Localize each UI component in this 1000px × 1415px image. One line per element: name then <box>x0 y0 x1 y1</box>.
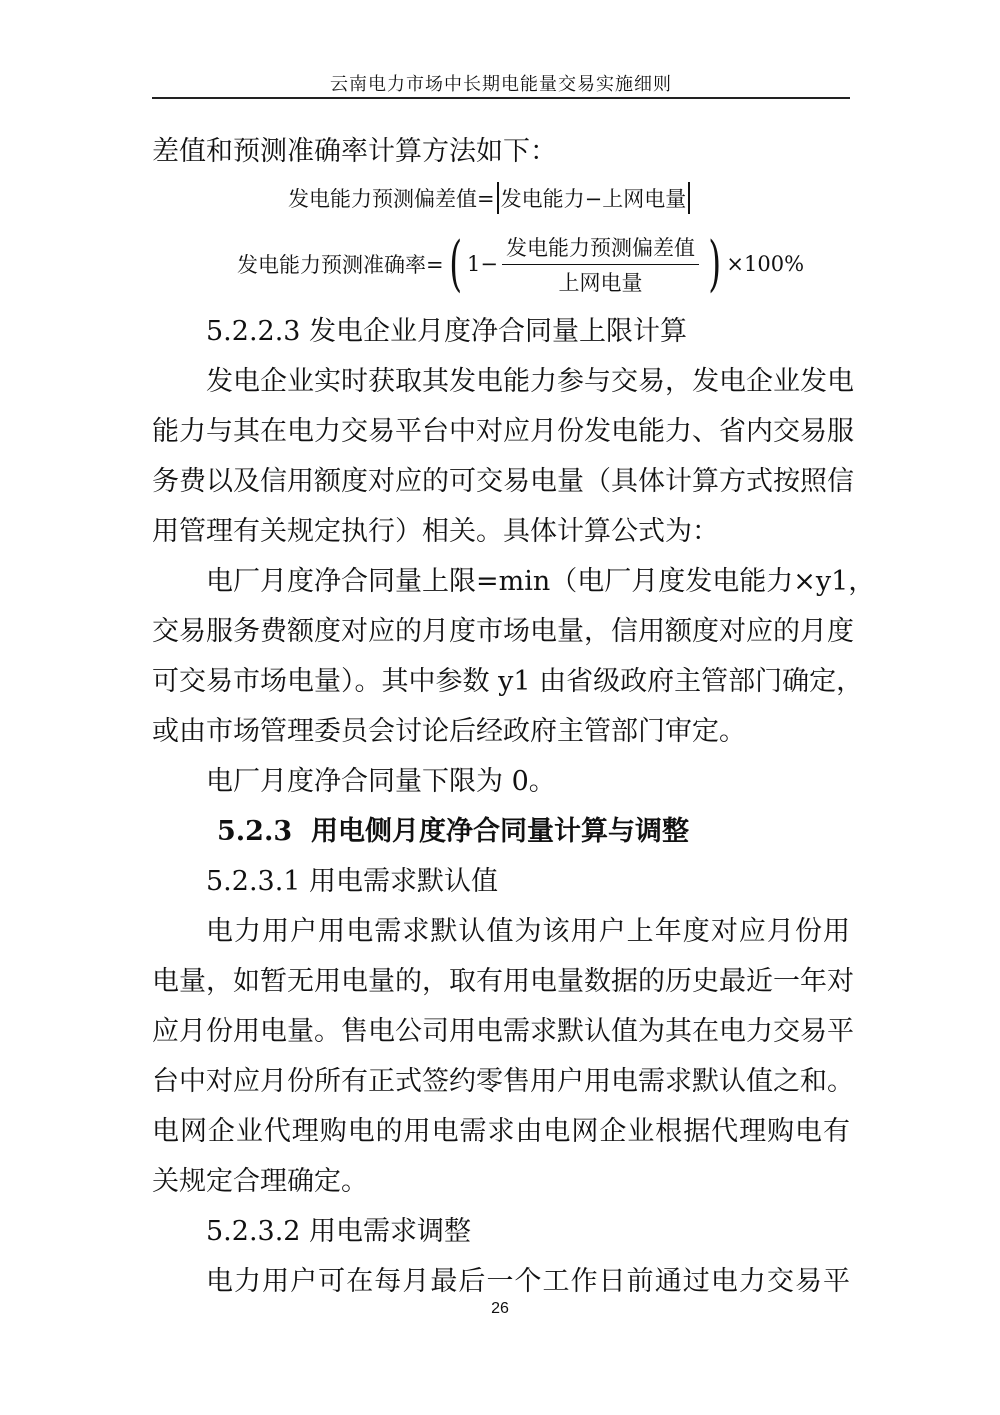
section-5232-heading: 5.2.3.2 用电需求调整 <box>206 1216 472 1247</box>
paragraph-line: 台中对应月份所有正式签约零售用户用电需求默认值之和。 <box>152 1066 854 1097</box>
fraction-numerator: 发电能力预测偏差值 <box>502 232 699 265</box>
left-paren: ( <box>448 229 462 299</box>
abs-bar-right <box>688 182 690 214</box>
page-header: 云南电力市场中长期电能量交易实施细则 <box>330 74 672 95</box>
section-5223-heading: 5.2.2.3 发电企业月度净合同量上限计算 <box>206 316 688 347</box>
paragraph-line: 电厂月度净合同量上限=min（电厂月度发电能力×y1， <box>206 566 876 597</box>
paragraph-line: 用管理有关规定执行）相关。具体计算公式为： <box>152 516 719 547</box>
paragraph-line: 电力用户用电需求默认值为该用户上年度对应月份用 <box>206 916 850 947</box>
paragraph-line: 电厂月度净合同量下限为 0。 <box>206 766 556 797</box>
formula-accuracy-one-minus: 1− <box>467 252 498 276</box>
fraction-denominator: 上网电量 <box>558 270 643 295</box>
section-523-number: 5.2.3 <box>217 816 293 847</box>
intro-line: 差值和预测准确率计算方法如下： <box>152 136 557 167</box>
formula-accuracy <box>237 229 805 299</box>
paragraph-line: 电力用户可在每月最后一个工作日前通过电力交易平 <box>206 1266 850 1297</box>
fraction <box>502 232 699 297</box>
paragraph-line: 应月份用电量。售电公司用电需求默认值为其在电力交易平 <box>152 1016 854 1047</box>
paragraph-line: 能力与其在电力交易平台中对应月份发电能力、省内交易服 <box>152 416 854 447</box>
paragraph-line: 务费以及信用额度对应的可交易电量（具体计算方式按照信 <box>152 466 854 497</box>
formula-deviation-lhs: 发电能力预测偏差值= <box>288 187 495 211</box>
paragraph-line: 电量，如暂无用电量的，取有用电量数据的历史最近一年对 <box>152 966 854 997</box>
header-rule <box>152 97 850 99</box>
section-523-title: 用电侧月度净合同量计算与调整 <box>310 816 689 847</box>
page-number: 26 <box>491 1300 509 1317</box>
paragraph-line: 或由市场管理委员会讨论后经政府主管部门审定。 <box>152 716 746 747</box>
abs-bar-left <box>497 182 499 214</box>
paragraph-line: 可交易市场电量）。其中参数 y1 由省级政府主管部门确定， <box>152 666 864 697</box>
section-5231-heading: 5.2.3.1 用电需求默认值 <box>206 866 499 897</box>
formula-accuracy-multiplier: ×100% <box>726 252 805 276</box>
formula-accuracy-lhs: 发电能力预测准确率= <box>237 253 444 277</box>
paragraph-line: 交易服务费额度对应的月度市场电量，信用额度对应的月度 <box>152 616 854 647</box>
right-paren: ) <box>708 229 722 299</box>
paragraph-line: 发电企业实时获取其发电能力参与交易，发电企业发电 <box>206 366 854 397</box>
formula-deviation-abs: 发电能力−上网电量 <box>500 187 687 211</box>
paragraph-line: 关规定合理确定。 <box>152 1166 368 1197</box>
formula-deviation <box>288 180 692 216</box>
section-523-heading <box>217 814 850 850</box>
paragraph-line: 电网企业代理购电的用电需求由电网企业根据代理购电有 <box>152 1116 850 1147</box>
